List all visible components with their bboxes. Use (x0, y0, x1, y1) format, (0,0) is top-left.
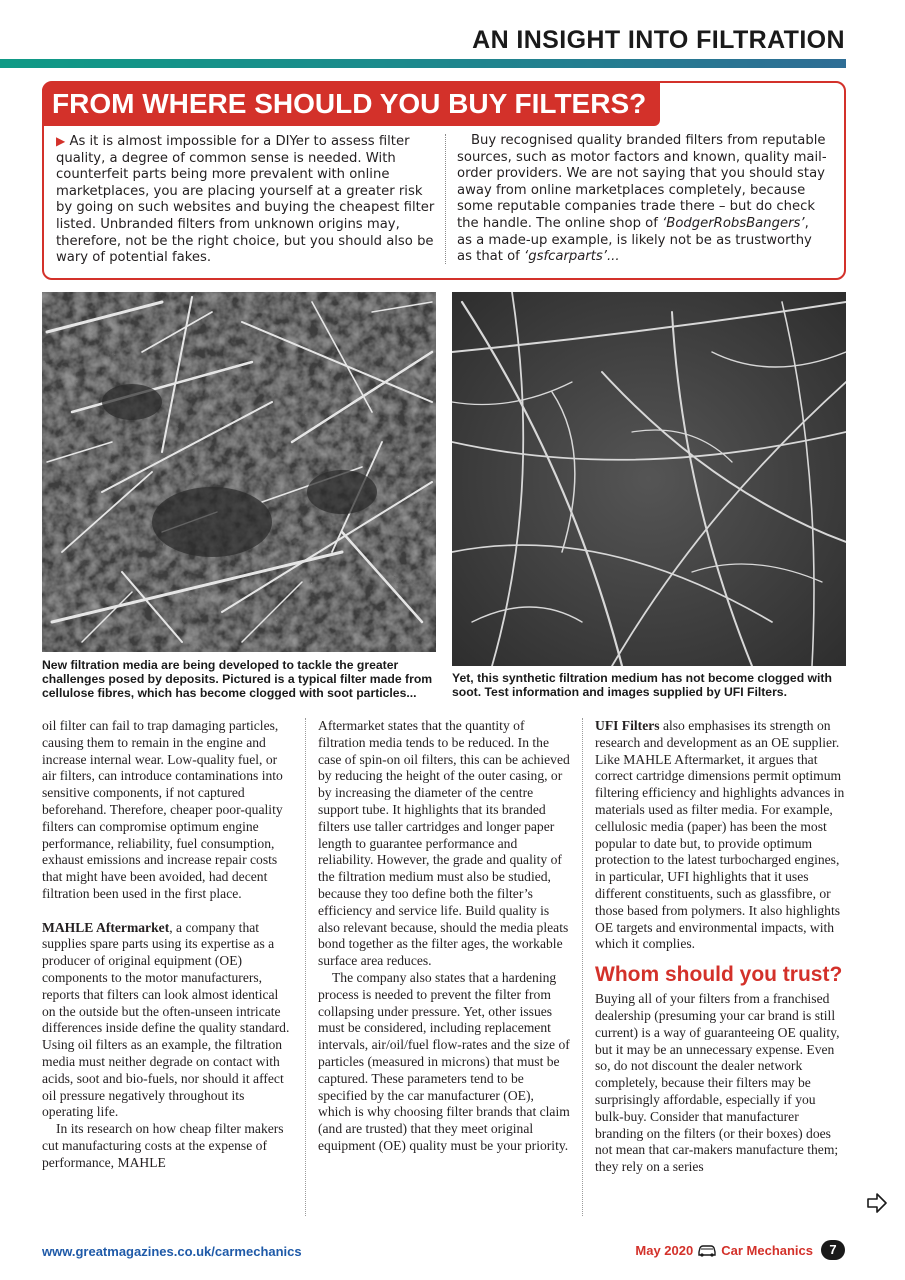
issue-date: May 2020 (635, 1242, 694, 1258)
col2-paragraph-2: The company also states that a hardening process is needed to prevent the filter from collapsing under pressure. Yet, other issues must be considered, including replacement intervals, air/oil/fuel flow-rates and the size of particles (measured in microns) that must be captured. These parameters tend to be specified by the car manufacturer (OE), which is why choosing filter brands that claim (and are trusted) that they meet original equipment (OE) quality must be your priority. (318, 969, 570, 1153)
header-rule (0, 59, 846, 68)
footer-issue-info (635, 1240, 845, 1260)
synthetic-filter-photo (452, 292, 846, 666)
left-photo-caption: New filtration media are being developed to tackle the greater challenges posed by deposits. Pictured is a typical filter made from cellulose fibres, which has become clogged with soot particles... (42, 658, 433, 701)
section-title: AN INSIGHT INTO FILTRATION (472, 26, 845, 54)
col1-paragraph-2: MAHLE Aftermarket, a company that supplies spare parts using its expertise as a producer of original equipment (OE) components to the motor manufacturers, reports that filters can look almost identical on the outside but the often-unseen intricate differences inside define the quality standard. Using oil filters as an example, the filtration media must neither degrade on contact with acids, soot and bio-fuels, nor should it affect oil pressure negatively throughout its operating life. (42, 919, 290, 1120)
page-number: 7 (821, 1240, 845, 1260)
body-column-1 (42, 718, 292, 1172)
next-page-arrow-icon[interactable] (867, 1192, 887, 1214)
body-column-2 (318, 718, 570, 1155)
clogged-cellulose-filter-photo (42, 292, 436, 652)
triangle-bullet-icon: ▶ (56, 134, 66, 148)
boxout-divider (445, 134, 446, 264)
boxout-right-text: Buy recognised quality branded filters from reputable sources, such as motor factors and known, quality mail-order providers. We are not saying that you should stay away from online marketplaces completely, because some reputable companies trade there – but do check the handle. The online shop of ‘BodgerRobsBangers’, as a made-up example, is likely not be as trustworthy as that of ‘gsfcarparts’... (457, 133, 827, 265)
car-icon (697, 1243, 717, 1257)
col3-paragraph-1: UFI Filters also emphasises its strength on research and development as an OE supplier. Like MAHLE Aftermarket, it argues that correct cartridge dimensions permit optimum filtering efficiency and highlights advances in materials used as filter media. For example, cellulosic media (paper) has been the most popular to date but, to provide optimum protection to the latest turbocharged engines, in particular, UFI highlights that it uses different constituents, such as glassfibre, or those based from polymers. It also highlights OE targets and environmental impacts, with which it complies. (595, 718, 845, 952)
col3-paragraph-2: Buying all of your filters from a franchised dealership (presuming your car brand is still current) is a way of guaranteeing OE quality, but it may be an unnecessary expense. Even so, do not discount the dealer network completely, because their filters may be surprisingly affordable, especially if you bulk-buy. Consider that manufacturer branding on the filters (or their boxes) does not mean that car-makers manufacture them; they rely on a series (595, 991, 840, 1175)
right-photo-caption: Yet, this synthetic filtration medium has not become clogged with soot. Test information and images supplied by UFI Filters. (452, 671, 832, 700)
col1-paragraph-3: In its research on how cheap filter makers cut manufacturing costs at the expense of performance, MAHLE (42, 1121, 284, 1170)
magazine-name: Car Mechanics (721, 1242, 813, 1258)
boxout-title: FROM WHERE SHOULD YOU BUY FILTERS? (42, 82, 660, 126)
column-divider (582, 718, 583, 1216)
boxout-left-text: ▶ As it is almost impossible for a DIYer to assess filter quality, a degree of common sense is needed. With counterfeit parts being more prevalent with online marketplaces, you are placing yourself at a greater risk by going on such websites and buying the cheapest filter listed. Unbranded filters from unknown origins may, therefore, not be the right choice, but you should also be wary of potential fakes. (56, 134, 435, 266)
footer-url-link[interactable]: www.greatmagazines.co.uk/carmechanics (42, 1244, 302, 1259)
col2-paragraph-1: Aftermarket states that the quantity of filtration media tends to be reduced. In the case of spin-on oil filters, this can be achieved by reducing the height of the outer casing, or by increasing the diameter of the centre support tube. It highlights that its branded filters use taller cartridges and longer paper length to guarantee performance and reliability. However, the grade and quality of the filtration medium must also be studied, because they too define both the filter’s efficiency and service life. Build quality is also relevant because, should the media pleats bond together as the filter ages, the workable surface area reduces. (318, 718, 570, 969)
col3-subheading: Whom should you trust? (595, 963, 843, 987)
column-divider (305, 718, 306, 1216)
body-column-3 (595, 718, 847, 1176)
col1-paragraph-1: oil filter can fail to trap damaging particles, causing them to remain in the engine and increase internal wear. Low-quality fuel, or air filters, can introduce contaminations into sensitive components, if not captured beforehand. Therefore, cheaper poor-quality filters can compromise optimum engine performance, reliability, fuel consumption, exhaust emissions and increase repair costs that might have been avoided, had decent filtration been used in the first place. (42, 718, 283, 901)
